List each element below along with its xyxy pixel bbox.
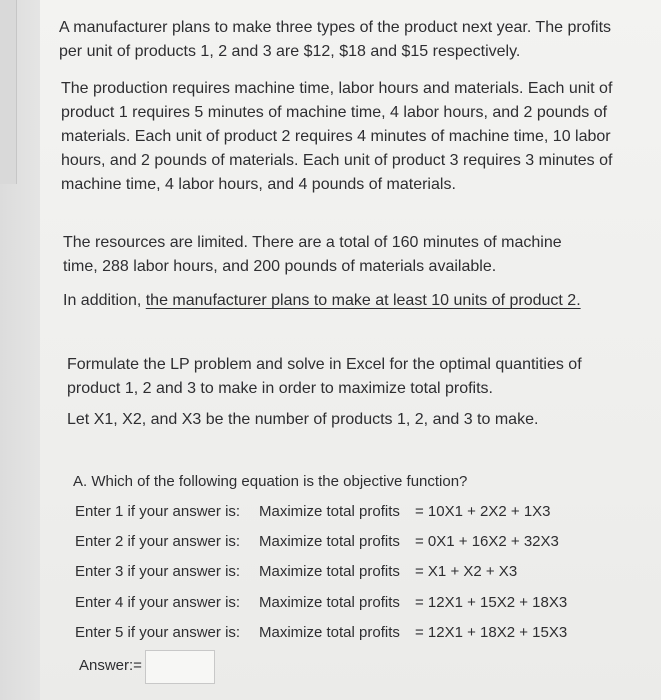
intro-paragraph-4 <box>63 289 623 313</box>
answer-input[interactable] <box>145 650 215 684</box>
option-row-4 <box>75 592 567 614</box>
option-label: Maximize total profits <box>259 563 400 580</box>
option-label: Maximize total profits <box>259 624 400 641</box>
left-panel-edge <box>0 0 17 184</box>
formulation-paragraph-2: Let X1, X2, and X3 be the number of products 1, 2, and 3 to make. <box>67 411 539 428</box>
option-label: Maximize total profits <box>259 533 400 550</box>
formulation-paragraph-1: Formulate the LP problem and solve in Excel for the optimal quantities of product 1, 2 and 3 to make in order to maximize total profits. <box>67 356 582 397</box>
option-prefix: Enter 1 if your answer is: <box>75 503 241 520</box>
answer-label: Answer:= <box>79 657 142 674</box>
option-prefix: Enter 3 if your answer is: <box>75 563 241 580</box>
option-row-2 <box>75 531 559 553</box>
intro-paragraph-1: A manufacturer plans to make three types of the product next year. The profits per unit of products 1, 2 and 3 are $12, $18 and $15 respectively. <box>59 19 612 60</box>
question-title: A. Which of the following equation is the objective function? <box>73 473 468 490</box>
option-equation: = 12X1 + 18X2 + 15X3 <box>415 624 568 641</box>
option-equation: = 0X1 + 16X2 + 32X3 <box>415 533 559 550</box>
option-row-1 <box>75 501 551 523</box>
option-label: Maximize total profits <box>259 594 400 611</box>
option-row-5 <box>75 622 567 644</box>
option-prefix: Enter 4 if your answer is: <box>75 594 241 611</box>
option-label: Maximize total profits <box>259 503 400 520</box>
intro-paragraph-4-prefix: In addition, <box>63 292 146 309</box>
option-equation: = X1 + X2 + X3 <box>415 563 518 580</box>
intro-paragraph-4-underlined: the manufacturer plans to make at least 10 units of product 2. <box>145 292 581 309</box>
option-equation: = 10X1 + 2X2 + 1X3 <box>415 503 551 520</box>
option-prefix: Enter 5 if your answer is: <box>75 624 241 641</box>
option-row-3 <box>75 561 517 583</box>
intro-paragraph-2: The production requires machine time, labor hours and materials. Each unit of product 1 requires 5 minutes of machine time, 4 labor hours, and 2 pounds of materials. Each unit of product 2 requires 4 minutes of machine time, 10 labor hours, and 2 pounds of materials. Each unit of product 3 requires 3 minutes of machine time, 4 labor hours, and 4 pounds of materials. <box>61 80 613 193</box>
option-equation: = 12X1 + 15X2 + 18X3 <box>415 594 568 611</box>
option-prefix: Enter 2 if your answer is: <box>75 533 241 550</box>
intro-paragraph-3: The resources are limited. There are a total of 160 minutes of machine time, 288 labor hours, and 200 pounds of materials available. <box>63 234 562 275</box>
